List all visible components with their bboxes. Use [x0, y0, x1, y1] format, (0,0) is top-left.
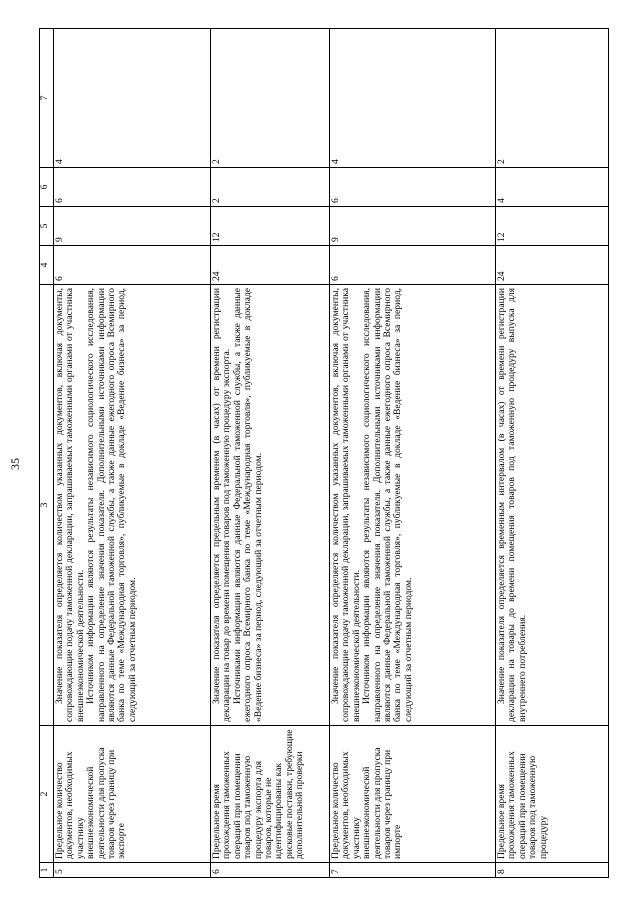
- value-col-7: 4: [54, 29, 211, 168]
- value-col-6: 4: [496, 168, 609, 207]
- indicator-description: [54, 285, 211, 726]
- header-col-6: 6: [40, 168, 54, 207]
- indicator-name: Предельное количество документов, необходимых участнику внешнеэкономической деятельности для пропуска товаров через границу при экспорте: [54, 726, 211, 863]
- row-number: 7: [330, 863, 496, 878]
- indicator-name: Предельное время прохождения таможенных операций при помещении товаров под таможенную процедуру: [496, 726, 609, 863]
- value-col-6: 6: [54, 168, 211, 207]
- value-col-4: 24: [211, 246, 330, 285]
- indicator-name: Предельное количество документов, необходимых участнику внешнеэкономической деятельности для пропуска товаров через границу при импорте: [330, 726, 496, 863]
- value-col-5: 12: [496, 207, 609, 246]
- description-paragraph: Источниками информации являются данные Федеральной таможенной службы, а также данные ежегодного опроса Всемирного банка по теме «Международная торговля», публикуемые в докладе «Ведение бизнеса» за период, следующий за отчетным периодом.: [231, 288, 264, 722]
- row-number: 6: [211, 863, 330, 878]
- value-col-5: 9: [330, 207, 496, 246]
- description-paragraph: Значение показателя определяется количеством указанных документов, включая документы, сопровождающие подачу таможенной декларации, запрашиваемых таможенными органами от участника внешнеэкономической деятельности.: [54, 288, 86, 722]
- indicator-description: [211, 285, 330, 726]
- rotated-table-container: [39, 28, 609, 878]
- description-paragraph: Значение показателя определяется временным интервалом (в часах) от времени регистрации декларации на товары до времени помещения товаров под таможенную процедуру выпуска для внутреннего потребления.: [496, 288, 528, 722]
- row-number: 5: [54, 863, 211, 878]
- indicator-description: [496, 285, 609, 726]
- indicator-name: Предельное время прохождения таможенных операций при помещении товаров под таможенную процедуру экспорта для товаров, которые не идентифицированы как рисковые поставки, требующие дополнительной проверки: [211, 726, 330, 863]
- indicator-description: [330, 285, 496, 726]
- table-header-row: [40, 29, 54, 878]
- value-col-7: 4: [330, 29, 496, 168]
- value-col-5: 12: [211, 207, 330, 246]
- header-col-2: 2: [40, 726, 54, 863]
- header-col-7: 7: [40, 29, 54, 168]
- value-col-6: 2: [211, 168, 330, 207]
- row-number: 8: [496, 863, 609, 878]
- value-col-7: 2: [211, 29, 330, 168]
- value-col-4: 6: [54, 246, 211, 285]
- value-col-5: 9: [54, 207, 211, 246]
- value-col-4: 6: [330, 246, 496, 285]
- table-row: [496, 29, 609, 878]
- description-paragraph: Значение показателя определяется количеством указанных документов, включая документы, сопровождающие подачу таможенной декларации, запрашиваемых таможенными органами от участника внешнеэкономической деятельности.: [330, 288, 362, 722]
- header-col-5: 5: [40, 207, 54, 246]
- header-col-3: 3: [40, 285, 54, 726]
- description-paragraph: Источником информации являются результаты независимого социологического исследования, направленного на определение значения показателя. Дополнительными источниками информации являются данные Федеральной таможенной службы, а также данные ежегодного опроса Всемирного банка по теме «Международная торговля», публикуемые в докладе «Ведение бизнеса» за период, следующий за отчетным периодом.: [85, 288, 138, 722]
- value-col-6: 6: [330, 168, 496, 207]
- header-col-4: 4: [40, 246, 54, 285]
- description-paragraph: Значение показателя определяется предельным временем (в часах) от времени регистрации декларации на товар до времени помещения товаров под таможенную процедуру экспорта.: [211, 288, 233, 722]
- header-col-1: 1: [40, 863, 54, 878]
- table-row: [330, 29, 496, 878]
- table-row: [54, 29, 211, 878]
- value-col-7: 2: [496, 29, 609, 168]
- indicators-table: [39, 28, 609, 878]
- table-row: [211, 29, 330, 878]
- value-col-4: 24: [496, 246, 609, 285]
- page-number: 35: [8, 458, 22, 470]
- description-paragraph: Источником информации являются результаты независимого социологического исследования, направленного на определение значения показателя. Дополнительными источниками информации являются данные Федеральной таможенной службы, а также данные ежегодного опроса Всемирного банка по теме «Международная торговля», публикуемые в докладе «Ведение бизнеса» за период, следующий за отчетным периодом.: [361, 288, 414, 722]
